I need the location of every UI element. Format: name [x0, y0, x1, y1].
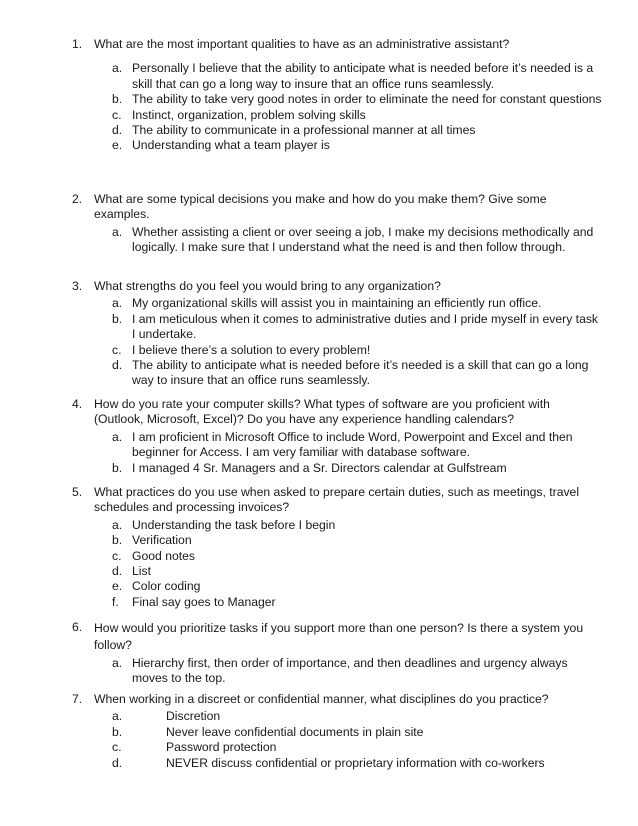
answer-text: The ability to anticipate what is needed before it’s needed is a skill that can go a long way to insure that an office runs seamlessly.	[132, 358, 589, 388]
answer-letter: a.	[112, 61, 123, 76]
answer-item	[112, 518, 602, 533]
question-line	[72, 397, 602, 428]
answer-text: Hierarchy first, then order of importance, and then deadlines and urgency always moves to the top.	[132, 656, 568, 686]
question-text: What strengths do you feel you would bring to any organization?	[94, 279, 441, 293]
answer-letter: d.	[112, 358, 123, 373]
answer-letter: d.	[112, 123, 123, 138]
question-3	[72, 279, 602, 389]
answer-item	[112, 343, 602, 358]
answer-letter: a.	[112, 224, 123, 239]
question-line	[72, 279, 602, 294]
answer-text: Instinct, organization, problem solving skills	[132, 107, 366, 122]
answer-item	[112, 430, 602, 461]
answer-letter: e.	[112, 579, 123, 594]
question-number: 2.	[72, 192, 83, 206]
answer-text: I am meticulous when it comes to administrative duties and I pride myself in every task I undertake.	[132, 311, 599, 342]
answer-letter: c.	[112, 342, 122, 357]
answer-text: List	[132, 564, 151, 579]
answer-letter: d.	[112, 564, 123, 579]
question-1	[72, 37, 602, 154]
question-text: What are the most important qualities to have as an administrative assistant?	[94, 37, 510, 51]
question-text: How do you rate your computer skills? What types of software are you proficient with (Outlook, Microsoft, Excel)? Do you have any experience handling calendars?	[94, 397, 550, 427]
answer-letter: a.	[112, 656, 123, 670]
answer-list	[72, 656, 602, 687]
answer-letter: a.	[112, 709, 123, 724]
answer-item	[112, 533, 602, 548]
answer-item	[112, 725, 602, 740]
answer-item	[112, 225, 602, 256]
answer-item	[112, 579, 602, 594]
answer-list	[72, 296, 602, 388]
answer-letter: b.	[112, 460, 123, 475]
answer-list	[72, 61, 602, 153]
question-number: 4.	[72, 397, 83, 411]
answer-list	[72, 225, 602, 256]
answer-letter: c.	[112, 107, 122, 122]
answer-item	[112, 740, 602, 755]
answer-item	[112, 709, 602, 724]
question-text: What practices do you use when asked to prepare certain duties, such as meetings, travel schedules and processing invoices?	[94, 485, 580, 515]
answer-letter: a.	[112, 296, 123, 311]
question-number: 3.	[72, 279, 83, 293]
answer-text: My organizational skills will assist you in maintaining an efficiently run office.	[132, 296, 542, 311]
question-2	[72, 192, 602, 256]
answer-list	[72, 430, 602, 476]
question-line	[72, 620, 602, 654]
answer-item	[112, 312, 602, 343]
answer-list	[72, 518, 602, 610]
question-text: What are some typical decisions you make and how do you make them? Give some examples.	[94, 192, 547, 222]
answer-letter: d.	[112, 755, 123, 770]
answer-letter: a.	[112, 517, 123, 532]
answer-letter: b.	[112, 533, 123, 548]
answer-letter: b.	[112, 311, 123, 326]
answer-letter: c.	[112, 548, 122, 563]
answer-item	[112, 756, 602, 771]
answer-item	[112, 108, 602, 123]
answer-text: Color coding	[132, 579, 201, 594]
answer-text: Verification	[132, 533, 192, 548]
question-line	[72, 692, 602, 707]
answer-text: NEVER discuss confidential or proprietary information with co-workers	[166, 755, 545, 770]
answer-item	[112, 61, 602, 92]
question-text: When working in a discreet or confidential manner, what disciplines do you practice?	[94, 692, 549, 706]
answer-text: The ability to take very good notes in order to eliminate the need for constant questions	[132, 92, 602, 107]
answer-text: I believe there’s a solution to every problem!	[132, 342, 371, 357]
answer-text: I managed 4 Sr. Managers and a Sr. Directors calendar at Gulfstream	[132, 460, 507, 475]
answer-text: The ability to communicate in a professional manner at all times	[132, 123, 476, 138]
answer-item	[112, 656, 602, 687]
answer-text: I am proficient in Microsoft Office to include Word, Powerpoint and Excel and then beginner for Access. I am very familiar with database software.	[132, 429, 573, 460]
question-number: 1.	[72, 37, 83, 51]
question-6	[72, 620, 602, 687]
question-number: 6.	[72, 620, 83, 634]
answer-letter: a.	[112, 429, 123, 444]
answer-item	[112, 92, 602, 107]
question-5	[72, 485, 602, 610]
answer-letter: f.	[112, 594, 119, 609]
answer-text: Final say goes to Manager	[132, 594, 276, 609]
answer-item	[112, 138, 602, 153]
answer-item	[112, 564, 602, 579]
question-4	[72, 397, 602, 476]
answer-item	[112, 461, 602, 476]
answer-text: Understanding the task before I begin	[132, 517, 336, 532]
answer-item	[112, 296, 602, 311]
answer-text: Never leave confidential documents in plain site	[166, 724, 424, 739]
answer-item	[112, 549, 602, 564]
question-line	[72, 485, 602, 516]
answer-item	[112, 358, 602, 389]
question-text: How would you prioritize tasks if you support more than one person? Is there a system you follow?	[94, 621, 584, 652]
answer-letter: e.	[112, 138, 123, 153]
question-number: 7.	[72, 692, 83, 706]
answer-letter: b.	[112, 92, 123, 107]
answer-text: Personally I believe that the ability to anticipate what is needed before it’s needed is a skill that can go a long way to insure that an office runs seamlessly.	[132, 61, 594, 91]
question-number: 5.	[72, 485, 83, 499]
answer-text: Discretion	[166, 709, 221, 724]
answer-text: Understanding what a team player is	[132, 138, 330, 153]
answer-list	[72, 709, 602, 771]
answer-text: Password protection	[166, 740, 277, 755]
answer-letter: b.	[112, 724, 123, 739]
answer-text: Good notes	[132, 548, 196, 563]
answer-item	[112, 595, 602, 610]
answer-letter: c.	[112, 740, 122, 755]
answer-text: Whether assisting a client or over seeing a job, I make my decisions methodically and logically. I make sure that I understand what the need is and then follow through.	[132, 224, 594, 255]
question-line	[72, 192, 602, 223]
question-line	[72, 37, 602, 52]
question-7	[72, 692, 602, 771]
answer-item	[112, 123, 602, 138]
